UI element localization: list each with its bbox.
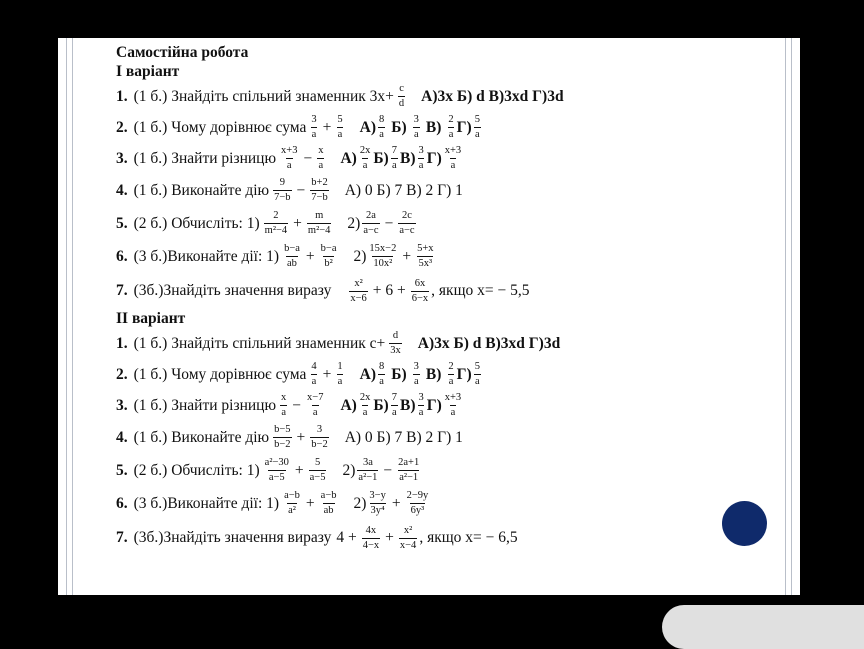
page-border-line <box>72 38 73 595</box>
task-text: (1 б.) Чому дорівнює сума <box>133 118 307 136</box>
fraction: $\frac{5}{a}$ <box>337 114 343 140</box>
answer-options: А)3x Б) d В)3xd Г)3d <box>421 87 564 105</box>
task-number: 3. <box>116 149 128 167</box>
answer-options: А) 0 Б) 7 В) 2 Г) 1 <box>344 428 463 446</box>
fraction: $\frac{\text{x²}}{x-4}$ <box>399 524 417 551</box>
fraction: $\frac{d}{3x}$ <box>390 330 401 356</box>
option-label: В) <box>425 118 442 136</box>
task-number: 6. <box>116 247 128 265</box>
fraction: $\frac{b-a}{\text{b²}}$ <box>320 243 337 269</box>
expression-part: + 6 + <box>372 282 406 299</box>
task-number: 5. <box>116 214 128 232</box>
fraction: 7 a <box>391 145 397 171</box>
task-number: 7. <box>116 529 128 546</box>
task-number: 1. <box>116 87 128 105</box>
task-text: (3б.)Знайдіть значення виразу <box>133 529 332 546</box>
operator: − <box>383 461 393 479</box>
page-border-line <box>785 38 786 595</box>
task-row <box>116 112 740 143</box>
fraction: b−5 b−2 <box>274 424 291 450</box>
fraction: 3 a <box>413 114 419 140</box>
task-row <box>116 520 740 556</box>
operator: + <box>294 461 304 479</box>
task-row <box>116 143 740 174</box>
fraction: $\frac{x-7}{a}$ <box>307 392 324 418</box>
task-text: (3б.)Знайдіть значення виразу <box>133 282 332 299</box>
fraction: $\frac{4x}{4-x}$ <box>362 524 380 551</box>
task-row <box>116 390 740 421</box>
worksheet-title: Самостійна робота <box>116 44 249 61</box>
fraction: 3a a²−1 <box>358 457 378 483</box>
fraction: $\frac{m}{\text{m²−4}}$ <box>307 210 331 236</box>
task-text: (1 б.) Знайти різницю <box>133 396 277 414</box>
fraction: 3−y 3y⁴ <box>369 490 386 516</box>
task-number: 7. <box>116 282 128 299</box>
option-label: В) <box>399 396 416 414</box>
fraction: 2x a <box>359 145 371 171</box>
task-row <box>116 454 740 487</box>
fraction: x+3 a <box>444 392 462 418</box>
option-label: А) <box>359 118 376 136</box>
fraction: 3 a <box>418 392 424 418</box>
fraction: 2 a <box>448 114 454 140</box>
operator: + <box>402 247 412 265</box>
fraction: 2a a−c <box>363 210 379 236</box>
task-text: (1 б.) Виконайте дію <box>133 428 270 446</box>
option-label: А) <box>340 149 357 167</box>
task-number: 5. <box>116 461 128 479</box>
fraction: $\frac{2a+1}{\text{a²−1}}$ <box>398 457 420 483</box>
fraction: $\frac{5}{a-5}$ <box>309 457 326 483</box>
task-text: (1 б.) Чому дорівнює сума <box>133 365 307 383</box>
fraction: a−b a² <box>284 490 300 516</box>
task-text: (3 б.)Виконайте дії: 1) <box>133 247 280 265</box>
fraction: 8 a <box>379 361 385 387</box>
fraction: x+3 a <box>444 145 462 171</box>
fraction: x² x−6 <box>350 277 367 304</box>
condition-text: , якщо x= − 5,5 <box>431 282 530 299</box>
operator: + <box>296 428 306 446</box>
fraction: 3 a <box>413 361 419 387</box>
fraction: 9 7−b <box>274 177 291 203</box>
task-row <box>116 207 740 240</box>
fraction: a²−30 a−5 <box>264 457 289 483</box>
fraction: $\frac{6x}{6-x}$ <box>411 277 429 304</box>
task-row <box>116 487 740 520</box>
record-button[interactable] <box>722 501 767 546</box>
operator: − <box>296 181 306 199</box>
option-label: Г) <box>456 118 472 136</box>
bottom-bar-control[interactable] <box>662 605 864 649</box>
operator: + <box>305 247 315 265</box>
task-text: (2 б.) Обчисліть: 1) <box>133 214 260 232</box>
expression-part: 4 + <box>336 529 357 546</box>
fraction: 2 m²−4 <box>264 210 288 236</box>
fraction: $\frac{a-b}{ab}$ <box>320 490 337 516</box>
option-label: Г) <box>426 149 442 167</box>
fraction: x a <box>281 392 287 418</box>
operator: + <box>391 494 401 512</box>
fraction: $\frac{2-9y}{\text{6y³}}$ <box>406 490 429 516</box>
fraction: b−a ab <box>284 243 300 269</box>
task-row <box>116 81 740 112</box>
task-text: (3 б.)Виконайте дії: 1) <box>133 494 280 512</box>
operator: + <box>385 529 394 546</box>
task-text: (1 б.) Знайдіть спільний знаменник 3x+ <box>133 87 394 105</box>
document-page <box>58 38 800 595</box>
task-number: 2. <box>116 118 128 136</box>
task-row <box>116 359 740 390</box>
fraction: 2x a <box>359 392 371 418</box>
fraction: $\frac{5+x}{\text{5x³}}$ <box>417 243 434 269</box>
operator: − <box>303 149 313 167</box>
fraction: 2 a <box>448 361 454 387</box>
fraction: 3 a <box>418 145 424 171</box>
fraction: $\frac{2c}{a-c}$ <box>399 210 415 236</box>
option-label: Б) <box>391 118 407 136</box>
page-border-line <box>66 38 67 595</box>
fraction: $\frac{1}{a}$ <box>337 361 343 387</box>
task-text: (2 б.) Обчисліть: 1) <box>133 461 260 479</box>
option-label: В) <box>425 365 442 383</box>
task-number: 4. <box>116 181 128 199</box>
answer-options: А) 0 Б) 7 В) 2 Г) 1 <box>344 181 463 199</box>
operator: + <box>293 214 302 232</box>
fraction: 5 a <box>474 114 480 140</box>
fraction: 7 a <box>391 392 397 418</box>
operator: + <box>322 118 332 136</box>
operator: + <box>322 365 332 383</box>
part-label: 2) <box>342 461 356 479</box>
task-row <box>116 421 740 454</box>
part-label: 2) <box>347 214 361 232</box>
page-border-line <box>791 38 792 595</box>
condition-text: , якщо x= − 6,5 <box>419 529 518 546</box>
task-text: (1 б.) Виконайте дію <box>133 181 270 199</box>
option-label: А) <box>359 365 376 383</box>
task-text: (1 б.) Знайдіть спільний знаменник c+ <box>133 334 386 352</box>
fraction: 5 a <box>474 361 480 387</box>
fraction: $\frac{c}{d}$ <box>398 83 405 109</box>
option-label: Г) <box>426 396 442 414</box>
fraction: $\frac{3}{b-2}$ <box>311 424 328 450</box>
task-number: 6. <box>116 494 128 512</box>
fraction: 8 a <box>379 114 385 140</box>
option-label: Б) <box>373 396 389 414</box>
part-label: 2) <box>353 494 367 512</box>
option-label: Б) <box>373 149 389 167</box>
fraction: $\frac{b+2}{7-b}$ <box>311 177 328 203</box>
worksheet <box>116 43 740 556</box>
fraction: $\frac{x}{a}$ <box>318 145 324 171</box>
option-label: Г) <box>456 365 472 383</box>
variant-heading: I варіант <box>116 63 180 80</box>
option-label: В) <box>399 149 416 167</box>
option-label: Б) <box>391 365 407 383</box>
task-row <box>116 174 740 207</box>
task-row <box>116 273 740 309</box>
task-row <box>116 328 740 359</box>
operator: − <box>384 214 394 232</box>
fraction: x+3 a <box>281 145 298 171</box>
option-label: А) <box>340 396 357 414</box>
task-row <box>116 240 740 273</box>
task-number: 1. <box>116 334 128 352</box>
fraction: 3 a <box>311 114 317 140</box>
variant-heading: II варіант <box>116 310 186 327</box>
answer-options: А)3x Б) d В)3xd Г)3d <box>417 334 561 352</box>
task-number: 2. <box>116 365 128 383</box>
operator: + <box>305 494 315 512</box>
fraction: 4 a <box>311 361 317 387</box>
task-number: 4. <box>116 428 128 446</box>
task-text: (1 б.) Знайти різницю <box>133 149 277 167</box>
part-label: 2) <box>353 247 367 265</box>
fraction: 15x−2 10x² <box>369 243 397 269</box>
task-number: 3. <box>116 396 128 414</box>
operator: − <box>292 396 302 414</box>
